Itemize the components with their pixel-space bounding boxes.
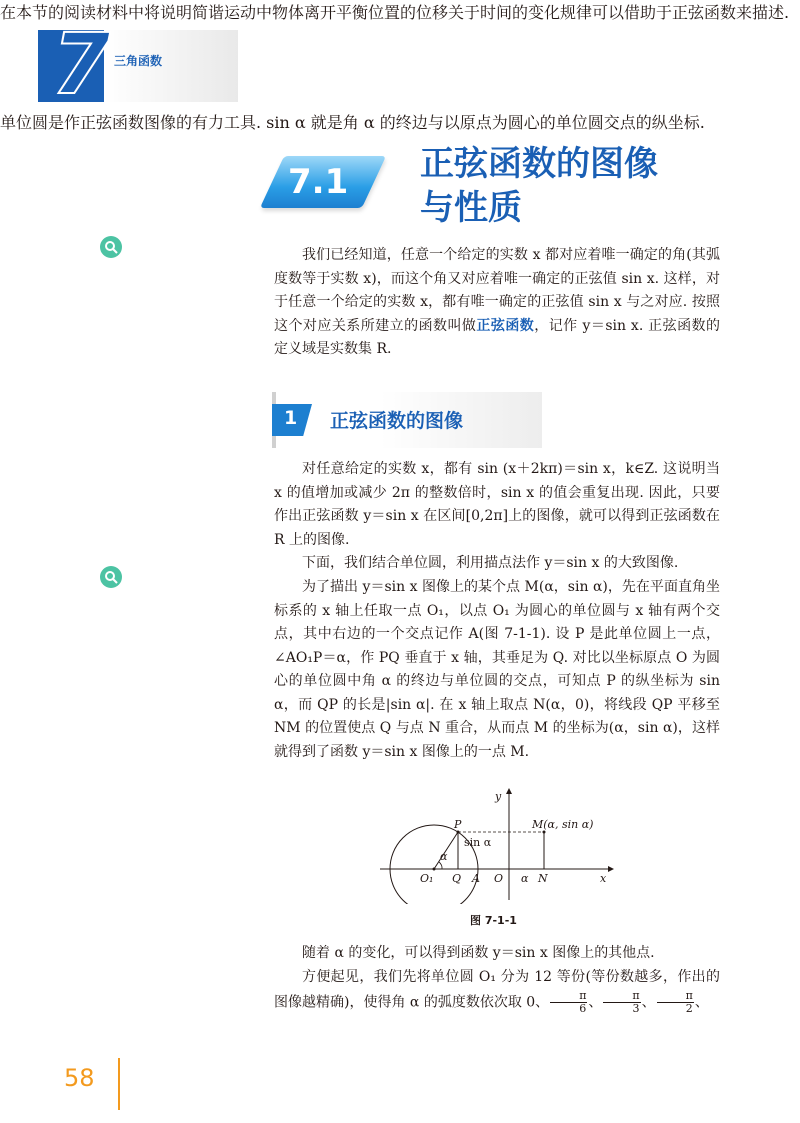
- subsection-number: 1: [284, 407, 298, 429]
- paragraph-periodicity: 对任意给定的实数 x，都有 sin (x＋2kπ)＝sin x，k∈Z. 这说明当 x 的值增加或减少 2π 的整数倍时，sin x 的值会重复出现. 因此，只要作出正弦函数 y＝sin x 在区间[0,2π]上的图像，就可以得到正弦函数在 R 上的图像.: [274, 461, 720, 548]
- margin-note-text: 在本节的阅读材料中将说明简谐运动中物体离开平衡位置的位移关于时间的变化规律可以借助于正弦函数来描述.: [0, 3, 790, 22]
- label-o1: O₁: [420, 872, 434, 885]
- label-p: P: [454, 818, 462, 831]
- subsection-title: 正弦函数的图像: [330, 410, 464, 432]
- section-number: 7.1: [288, 162, 349, 202]
- fraction-pi-3: $\frac{\pi}{3}$: [603, 990, 640, 1015]
- magnifier-icon: [100, 236, 122, 258]
- intro-text-2: ，记作 y＝sin x. 正弦函数的定义域是实数集 R.: [274, 317, 720, 357]
- intro-text-1: 我们已经知道，任意一个给定的实数 x 都对应着唯一确定的角(其弧度数等于实数 x)，而这个角又对应着唯一确定的正弦值 sin x. 这样，对于任意一个给定的实数 x，都有唯一确定的正弦值 sin x 与之对应. 按照这个对应关系所建立的函数叫做: [274, 247, 720, 334]
- y-axis-arrow: [506, 788, 512, 794]
- figure-caption: 图 7-1-1: [470, 914, 517, 927]
- chapter-header: [38, 15, 238, 113]
- paragraph-unit-circle-intro: 下面，我们结合单位圆，利用描点法作 y＝sin x 的大致图像.: [302, 555, 679, 571]
- chapter-number: 7: [52, 15, 111, 113]
- page-number-rule: [118, 1058, 120, 1110]
- point-o1: [433, 868, 436, 871]
- label-alpha-axis: α: [521, 872, 529, 885]
- unit-circle-figure: [376, 784, 616, 904]
- separator: 、: [641, 994, 656, 1010]
- twelve-parts-text: 方便起见，我们先将单位圆 O₁ 分为 12 等份(等份数越多，作出的图像越精确)，使得角 α 的弧度数依次取 0、: [274, 969, 720, 1010]
- section-title: 正弦函数的图像 与性质: [420, 144, 658, 228]
- label-sin-alpha: sin α: [464, 836, 492, 849]
- separator: 、: [588, 994, 603, 1010]
- subsection-header: [272, 392, 542, 448]
- page-number: 58: [64, 1064, 95, 1092]
- angle-arc: [439, 862, 442, 869]
- label-alpha: α: [440, 850, 448, 863]
- magnifier-icon: [100, 566, 122, 588]
- intro-paragraph: [274, 244, 720, 362]
- fraction-pi-6: $\frac{\pi}{6}$: [550, 990, 587, 1015]
- x-axis-arrow: [608, 866, 614, 872]
- margin-note-text: 单位圆是作正弦函数图像的有力工具. sin α 就是角 α 的终边与以原点为圆心的单位圆交点的纵坐标.: [0, 113, 705, 132]
- chapter-title: 三角函数: [114, 54, 163, 68]
- separator: 、: [694, 994, 709, 1010]
- term-sine-function: 正弦函数: [476, 317, 535, 334]
- label-y: y: [495, 790, 502, 803]
- paragraph-construction: 为了描出 y＝sin x 图像上的某个点 M(α，sin α)，先在平面直角坐标系的 x 轴上任取一点 O₁，以点 O₁ 为圆心的单位圆与 x 轴有两个交点，其中右边的一个交点记作 A(图 7-1-1). 设 P 是此单位圆上一点，∠AO₁P＝α，作 PQ 垂直于 x 轴，其垂足为 Q. 对比以坐标原点 O 为圆心的单位圆中角 α 的终边与单位圆的交点，可知点 P 的纵坐标为 sin α，而 QP 的长是|sin α|. 在 x 轴上取点 N(α，0)，将线段 QP 平移至 NM 的位置使点 Q 与点 N 重合，从而点 M 的坐标为(α，sin α)，这样就得到了函数 y＝sin x 图像上的一点 M.: [274, 579, 720, 760]
- paragraph-twelve-parts: [274, 966, 720, 1015]
- label-m: M(α, sin α): [532, 818, 594, 831]
- label-a: A: [472, 872, 480, 885]
- label-x: x: [600, 872, 607, 885]
- label-q: Q: [452, 872, 462, 885]
- paragraph-other-points: 随着 α 的变化，可以得到函数 y＝sin x 图像上的其他点.: [302, 945, 655, 961]
- label-n: N: [538, 872, 548, 885]
- fraction-pi-2: $\frac{\pi}{2}$: [657, 990, 694, 1015]
- label-o: O: [494, 872, 504, 885]
- section-badge: [262, 150, 392, 214]
